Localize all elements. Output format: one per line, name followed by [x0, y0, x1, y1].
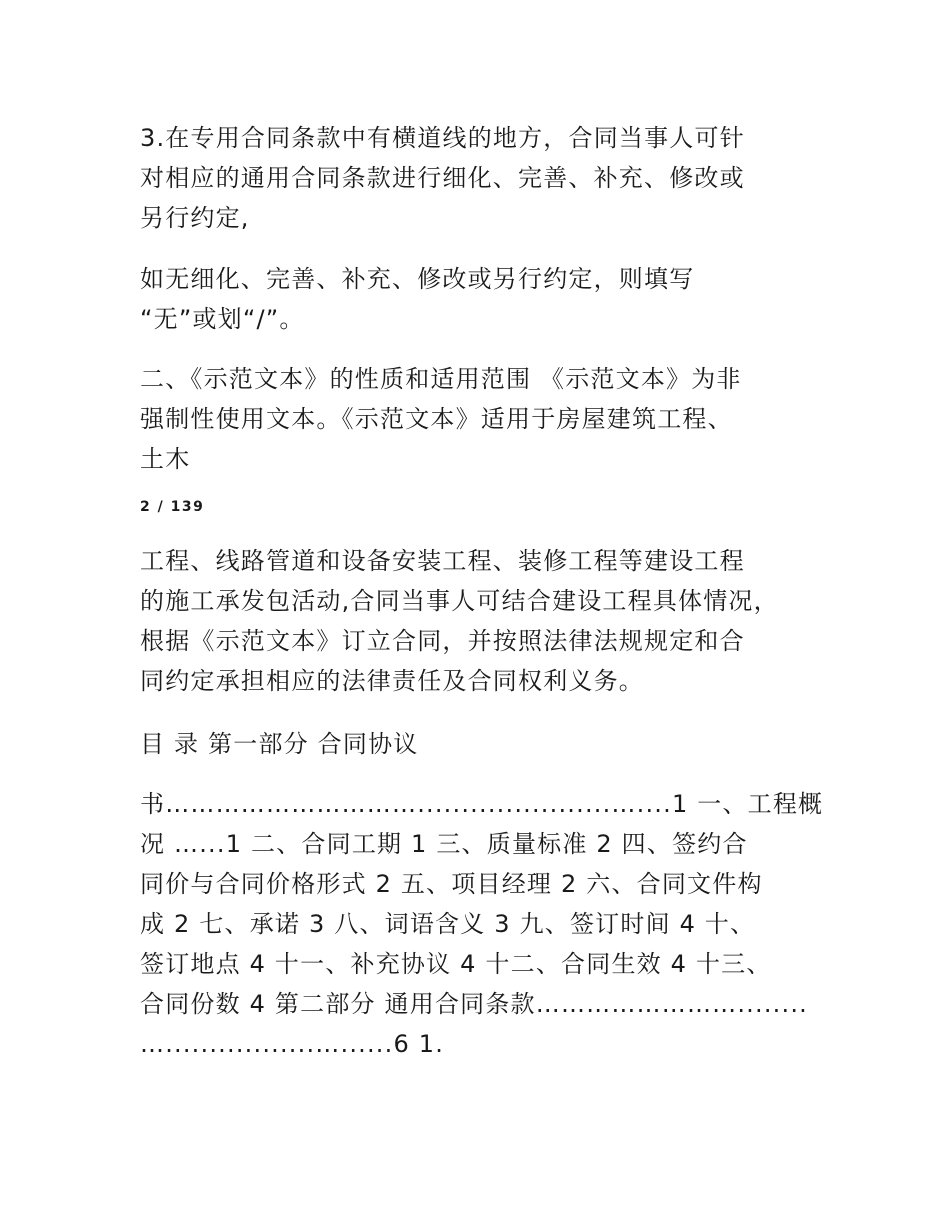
text-line: 另行约定, — [140, 204, 250, 232]
text-line: 根据《示范文本》订立合同，并按照法律法规规定和合 — [140, 627, 745, 655]
toc-line: ….................…......6 1. — [140, 1030, 445, 1058]
toc-line: 合同份数 4 第二部分 通用合同条款……………………........ — [140, 990, 808, 1018]
text-line: 目 录 第一部分 合同协议 — [140, 730, 419, 758]
text-line: 二、《示范文本》的性质和适用范围 《示范文本》为非 — [140, 365, 742, 393]
table-of-contents — [140, 784, 824, 1064]
toc-line: 况 …...1 二、合同工期 1 三、质量标准 2 四、签约合 — [140, 830, 748, 858]
paragraph-scope — [140, 359, 820, 479]
text-line: 工程、线路管道和设备安装工程、装修工程等建设工程 — [140, 547, 745, 575]
text-line: 同约定承担相应的法律责任及合同权利义务。 — [140, 667, 644, 695]
toc-line: 书…………………………......................…....1 一、工程概 — [140, 790, 824, 818]
paragraph-scope-continued — [140, 541, 820, 701]
paragraph-special-terms — [140, 118, 820, 238]
text-line: 的施工承发包活动,合同当事人可结合建设工程具体情况， — [140, 587, 779, 615]
toc-heading — [140, 724, 820, 764]
paragraph-fill-instruction — [140, 259, 820, 339]
text-line: 对相应的通用合同条款进行细化、完善、补充、修改或 — [140, 164, 745, 192]
toc-line: 签订地点 4 十一、补充协议 4 十二、合同生效 4 十三、 — [140, 950, 772, 978]
text-line: 3.在专用合同条款中有横道线的地方，合同当事人可针 — [140, 124, 745, 152]
page-indicator: 2 / 139 — [140, 499, 205, 515]
toc-line: 同价与合同价格形式 2 五、项目经理 2 六、合同文件构 — [140, 870, 763, 898]
text-line: 土木 — [140, 445, 191, 473]
text-line: “无”或划“/”。 — [140, 305, 305, 333]
text-line: 如无细化、完善、补充、修改或另行约定，则填写 — [140, 265, 695, 293]
toc-line: 成 2 七、承诺 3 八、词语含义 3 九、签订时间 4 十、 — [140, 910, 756, 938]
text-line: 强制性使用文本。《示范文本》适用于房屋建筑工程、 — [140, 405, 733, 433]
